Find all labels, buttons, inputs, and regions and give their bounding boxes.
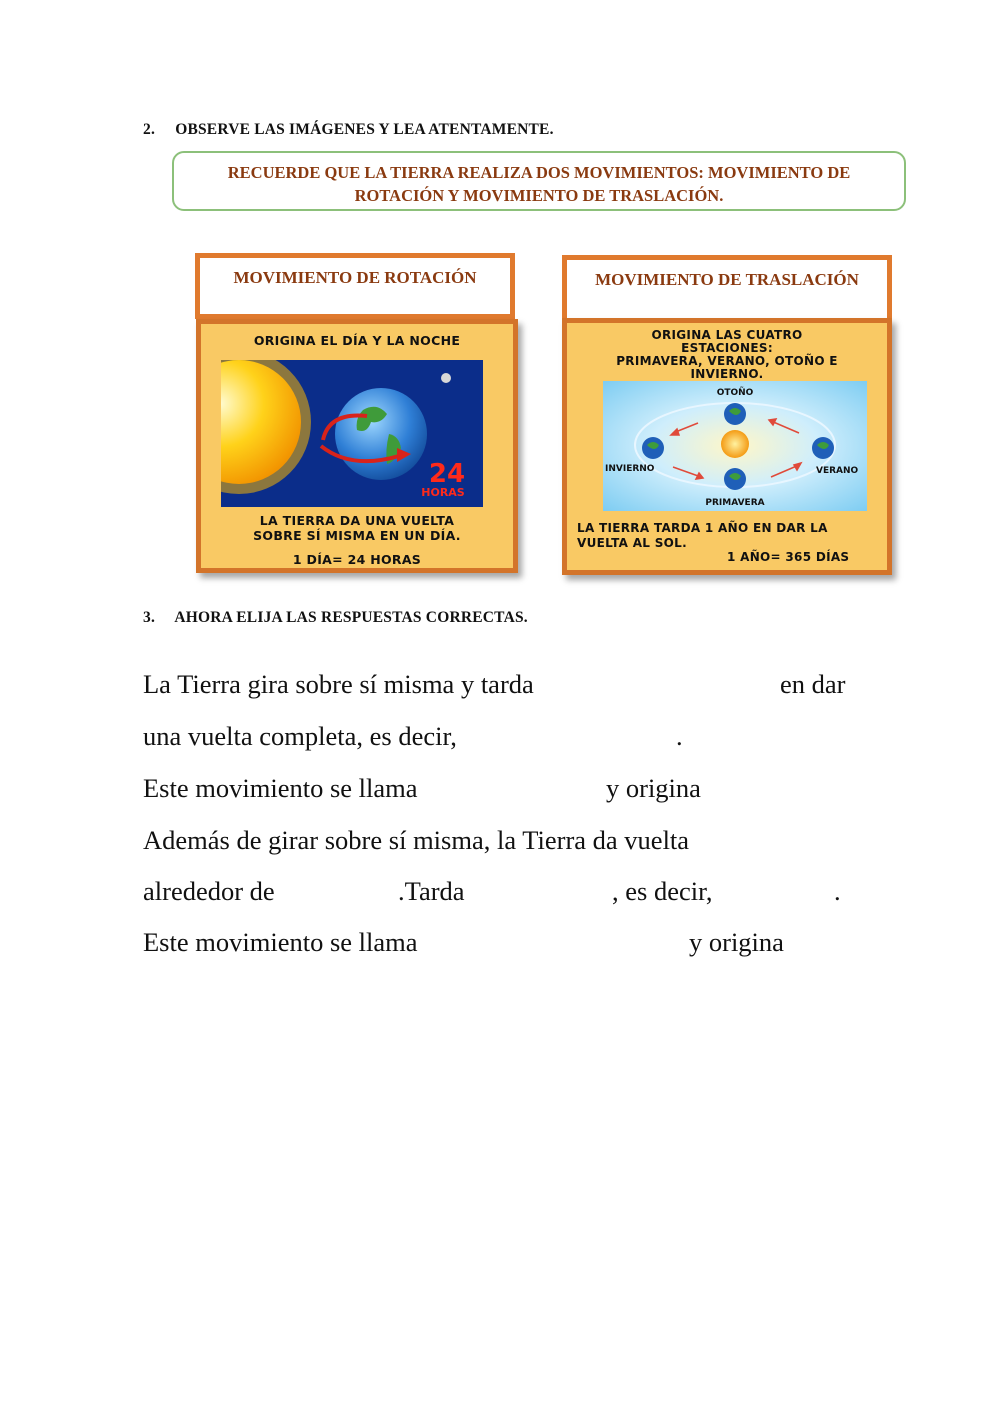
translation-top-line-4: INVIERNO. [690, 367, 764, 381]
translation-bottom-line-1: LA TIERRA TARDA 1 AÑO EN DAR LA [577, 521, 828, 535]
hours-number: 24 [428, 459, 466, 489]
sun-icon [721, 430, 749, 458]
exercise-line-1a: La Tierra gira sobre sí misma y tarda [143, 669, 534, 699]
rotation-label-box [195, 253, 515, 319]
rotation-bottom-text [201, 513, 513, 543]
exercise-line-6b: y origina [689, 927, 784, 957]
exercise-line-3a: Este movimiento se llama [143, 773, 418, 803]
rotation-bottom-line-2: SOBRE SÍ MISMA EN UN DÍA. [253, 528, 461, 543]
season-invierno: INVIERNO [605, 464, 655, 474]
section-3-heading [143, 609, 528, 627]
rotation-illustration [221, 360, 483, 507]
translation-card [562, 318, 892, 575]
rotation-label: MOVIMIENTO DE ROTACIÓN [233, 268, 477, 287]
exercise-line-5d: . [834, 876, 841, 906]
exercise-line-2b: . [676, 721, 683, 751]
season-verano: VERANO [816, 466, 859, 476]
rotation-top-text: ORIGINA EL DÍA Y LA NOCHE [253, 333, 461, 348]
translation-label: MOVIMIENTO DE TRASLACIÓN [595, 270, 859, 289]
exercise-line-3b: y origina [606, 773, 701, 803]
reminder-line-1: RECUERDE QUE LA TIERRA REALIZA DOS MOVIMIENTOS: MOVIMIENTO DE [227, 163, 851, 182]
rotation-card [196, 319, 518, 573]
translation-top-line-1: ORIGINA LAS CUATRO [651, 328, 803, 342]
exercise-line-4: Además de girar sobre sí misma, la Tierra da vuelta [143, 825, 690, 855]
exercise-line-2a: una vuelta completa, es decir, [143, 721, 457, 751]
exercise-line-1b: en dar [780, 669, 846, 699]
translation-equation: 1 AÑO= 365 DÍAS [727, 550, 850, 564]
rotation-bottom-line-1: LA TIERRA DA UNA VUELTA [259, 513, 455, 528]
exercise-line-6a: Este movimiento se llama [143, 927, 418, 957]
translation-bottom-line-2: VUELTA AL SOL. [577, 536, 687, 550]
translation-label-box [562, 255, 892, 323]
earth-icon [335, 388, 427, 480]
translation-top-line-3: PRIMAVERA, VERANO, OTOÑO E [616, 354, 838, 368]
rotation-equation: 1 DÍA= 24 HORAS [292, 552, 422, 567]
hours-word: HORAS [421, 486, 465, 499]
exercise-line-5b: .Tarda [398, 876, 465, 906]
section-3-title: AHORA ELIJA LAS RESPUESTAS CORRECTAS. [174, 609, 528, 626]
section-3-number: 3. [143, 609, 156, 626]
season-primavera: PRIMAVERA [705, 498, 765, 508]
translation-illustration [603, 381, 867, 511]
moon-icon [441, 373, 451, 383]
exercise-line-5c: , es decir, [612, 876, 713, 906]
section-2-title: OBSERVE LAS IMÁGENES Y LEA ATENTAMENTE. [175, 121, 554, 138]
section-2-heading [143, 121, 554, 139]
section-2-number: 2. [143, 121, 156, 138]
season-otono: OTOÑO [716, 388, 754, 398]
translation-top-line-2: ESTACIONES: [681, 341, 773, 355]
reminder-line-2: ROTACIÓN Y MOVIMIENTO DE TRASLACIÓN. [354, 186, 724, 205]
translation-top-text [567, 329, 887, 381]
reminder-box [172, 151, 906, 211]
translation-bottom-text [577, 521, 828, 551]
exercise-line-5a: alrededor de [143, 876, 275, 906]
